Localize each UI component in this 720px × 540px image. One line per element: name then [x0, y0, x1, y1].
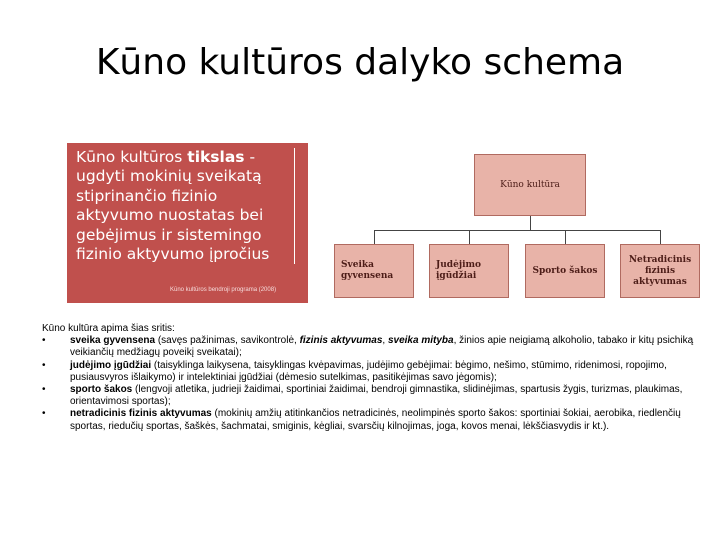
connector-child-1	[374, 230, 375, 244]
schema-node-judejimo-igudziai	[429, 244, 509, 298]
page-title: Kūno kultūros dalyko schema	[95, 42, 625, 83]
list-item-part: (lengvoji atletika, judrieji žaidimai, sportiniai žaidimai, bendroji gimnastika, slidinėjimas, spartusis žygis, turizmas, plaukimas, orientavimosi sportas);	[70, 384, 683, 408]
node-label-line2: įgūdžiai	[436, 271, 477, 281]
bullet-mark: •	[42, 359, 46, 371]
list-item-emphasis: fizinis aktyvumas	[299, 335, 383, 347]
connector-child-2	[469, 230, 470, 244]
connector-child-4	[660, 230, 661, 244]
connector-horizontal	[374, 230, 661, 231]
node-label-line1: Sporto šakos	[532, 265, 598, 276]
list-item-title: sporto šakos	[70, 384, 133, 396]
list-item-part: (savęs pažinimas, savikontrolė,	[155, 335, 300, 347]
list-item-part: (mokinių amžių atitinkančios netradicinės, neolimpinės sporto šakos: sportiniai šokiai, aerobika, riedlenčių sportas, riedučių sportas, šaškės, šachmatai, smiginis, kėgliai, svarsčių kilnojimas, joga, kovos menai, lėkščiasvydis ir kt.).	[70, 408, 681, 432]
list-item	[42, 384, 712, 408]
schema-root-label: Kūno kultūra	[500, 179, 560, 190]
list-item-part: , žinios apie neigiamą alkoholio, tabako ir kitų psichiką veikiančių medžiagų poveikį sveikatai);	[70, 335, 694, 359]
list-item-text	[70, 360, 712, 384]
bullet-mark: •	[42, 335, 46, 347]
list-item	[42, 360, 712, 384]
goal-box	[67, 143, 308, 303]
list-item-title: judėjimo įgūdžiai	[70, 359, 152, 371]
list-item	[42, 408, 712, 432]
bullet-mark: •	[42, 384, 46, 396]
list-item-text	[70, 384, 712, 408]
list-item-title: sveika gyvensena	[70, 335, 156, 347]
node-label-line2: fizinis aktyvumas	[633, 265, 687, 287]
schema-node-netradicinis	[620, 244, 700, 298]
connector-child-3	[565, 230, 566, 244]
goal-rest: - ugdyti mokinių sveikatą stiprinančio fizinio aktyvumo nuostatas bei gebėjimus ir sistemingo fizinio aktyvumo įpročius	[76, 148, 270, 264]
schema-node-sporto-sakos	[525, 244, 605, 298]
bullet-mark: •	[42, 408, 46, 420]
node-label-line1: Judėjimo	[436, 260, 482, 270]
node-label-line1: Sveika	[341, 260, 374, 270]
list-item-part: ,	[382, 335, 388, 347]
goal-source: Kūno kultūros bendroji programa (2008)	[170, 287, 277, 293]
list-item	[42, 335, 712, 359]
body-text	[42, 323, 712, 433]
schema-node-sveika-gyvensena	[334, 244, 414, 298]
connector-root-down	[530, 216, 531, 230]
goal-keyword: tikslas	[187, 148, 245, 166]
list-item-title: netradicinis fizinis aktyvumas	[70, 408, 212, 420]
goal-prefix: Kūno kultūros	[76, 148, 188, 166]
list-item-emphasis: sveika mityba	[387, 335, 454, 347]
body-intro: Kūno kultūra apima šias sritis:	[42, 323, 175, 334]
goal-statement	[76, 148, 295, 264]
list-item-text	[70, 335, 712, 359]
list-item-text	[70, 408, 712, 432]
node-label-line2: gyvensena	[341, 271, 394, 281]
node-label-line1: Netradicinis	[628, 254, 692, 265]
list-item-part: (taisyklinga laikysena, taisyklingas kvėpavimas, judėjimo gebėjimai: bėgimo, nešimo, stūmimo, ridenimosi, ropojimo, pusiausvyros išlaikymo) ir intelektiniai įgūdžiai (dėmesio sutelkimas, pasitikėjimas savo jėgomis);	[70, 359, 667, 383]
schema-root-node	[474, 154, 586, 216]
